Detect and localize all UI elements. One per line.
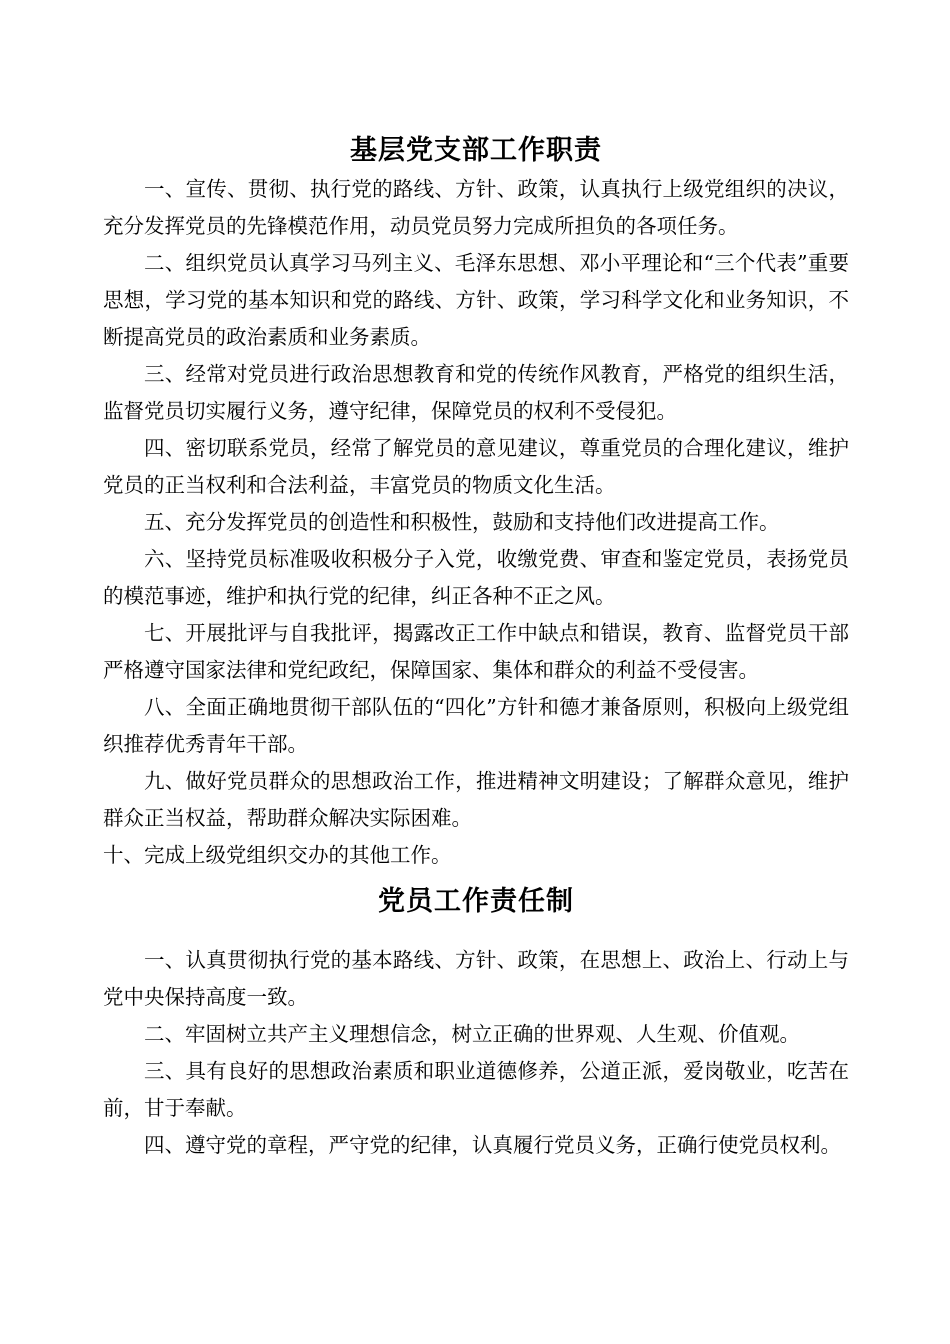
paragraph: 八、全面正确地贯彻干部队伍的“四化”方针和德才兼备原则，积极向上级党组织推荐优秀青年干部。 (103, 695, 849, 756)
paragraph: 一、认真贯彻执行党的基本路线、方针、政策，在思想上、政治上、行动上与党中央保持高度一致。 (103, 948, 849, 1009)
paragraph: 四、遵守党的章程，严守党的纪律，认真履行党员义务，正确行使党员权利。 (144, 1133, 841, 1157)
paragraph: 九、做好党员群众的思想政治工作，推进精神文明建设；了解群众意见，维护群众正当权益，帮助群众解决实际困难。 (103, 769, 849, 830)
paragraph: 一、宣传、贯彻、执行党的路线、方针、政策，认真执行上级党组织的决议，充分发挥党员的先锋模范作用，动员党员努力完成所担负的各项任务。 (103, 177, 849, 238)
document-page (103, 0, 849, 1164)
paragraph: 六、坚持党员标准吸收积极分子入党，收缴党费、审查和鉴定党员，表扬党员的模范事迹，维护和执行党的纪律，纠正各种不正之风。 (103, 547, 849, 608)
paragraph: 十、完成上级党组织交办的其他工作。 (103, 843, 452, 867)
paragraph: 四、密切联系党员，经常了解党员的意见建议，尊重党员的合理化建议，维护党员的正当权利和合法利益，丰富党员的物质文化生活。 (103, 436, 849, 497)
paragraph: 三、具有良好的思想政治素质和职业道德修养，公道正派，爱岗敬业，吃苦在前，甘于奉献。 (103, 1059, 849, 1120)
paragraph: 三、经常对党员进行政治思想教育和党的传统作风教育，严格党的组织生活，监督党员切实履行义务，遵守纪律，保障党员的权利不受侵犯。 (103, 362, 849, 423)
section-title-branch-duties: 基层党支部工作职责 (350, 135, 602, 166)
paragraph: 二、组织党员认真学习马列主义、毛泽东思想、邓小平理论和“三个代表”重要思想，学习党的基本知识和党的路线、方针、政策，学习科学文化和业务知识，不断提高党员的政治素质和业务素质。 (103, 251, 849, 349)
section-title-member-responsibility: 党员工作责任制 (378, 886, 574, 917)
paragraph: 五、充分发挥党员的创造性和积极性，鼓励和支持他们改进提高工作。 (144, 510, 780, 534)
paragraph: 七、开展批评与自我批评，揭露改正工作中缺点和错误，教育、监督党员干部严格遵守国家法律和党纪政纪，保障国家、集体和群众的利益不受侵害。 (103, 621, 849, 682)
paragraph: 二、牢固树立共产主义理想信念，树立正确的世界观、人生观、价值观。 (144, 1022, 800, 1046)
